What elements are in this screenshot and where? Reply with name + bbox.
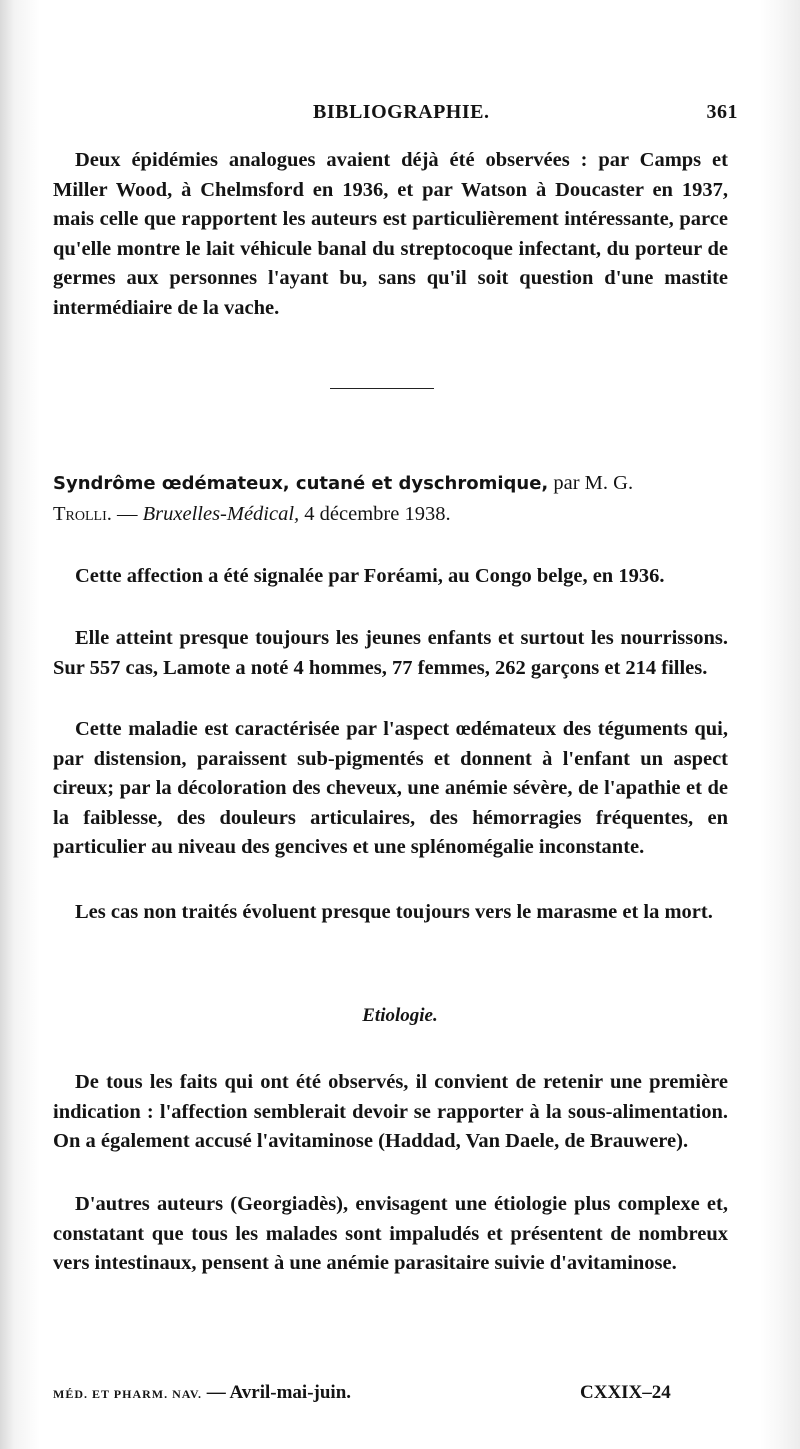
body-paragraph: Cette maladie est caractérisée par l'aspect œdémateux des téguments qui, par distension, paraissent sub-pigmentés et donnent à l'enfant un aspect cireux; par la décoloration des cheveux, une anémie sévère, de l'apathie et de la faiblesse, des douleurs articulaires, des hémorragies fréquentes, en particulier au niveau des gencives et une splénomégalie inconstante. bbox=[53, 718, 728, 858]
footer-dash: — bbox=[206, 1382, 226, 1403]
header-title: BIBLIOGRAPHIE. bbox=[313, 101, 490, 123]
entry-by: par M. G. bbox=[553, 472, 634, 494]
footer-signature: CXXIX–24 bbox=[580, 1382, 671, 1403]
footer-journal-abbrev: MÉD. ET PHARM. NAV. bbox=[53, 1387, 203, 1401]
page-footer bbox=[53, 1382, 728, 1412]
running-header bbox=[53, 101, 738, 129]
entry-title: Syndrôme œdémateux, cutané et dyschromique, bbox=[53, 473, 549, 494]
footer-issue: Avril-mai-juin. bbox=[229, 1382, 352, 1403]
body-paragraph: Cette affection a été signalée par Foréami, au Congo belge, en 1936. bbox=[75, 565, 665, 587]
page-number: 361 bbox=[706, 101, 738, 123]
bibliography-entry bbox=[53, 468, 728, 529]
etiology-paragraph: De tous les faits qui ont été observés, il convient de retenir une première indication : l'affection semblerait devoir se rapporter à la sous-alimentation. On a également accusé l'avitaminose (Haddad, Van Daele, de Brauwere). bbox=[53, 1071, 728, 1152]
entry-separator: — bbox=[117, 503, 138, 525]
intro-paragraph: Deux épidémies analogues avaient déjà été observées : par Camps et Miller Wood, à Chelmsford en 1936, et par Watson à Doucaster en 1937, mais celle que rapportent les auteurs est particulièrement intéressante, parce qu'elle montre le lait véhicule banal du streptocoque infectant, du porteur de germes aux personnes l'ayant bu, sans qu'il soit question d'une mastite intermédiaire de la vache. bbox=[53, 149, 728, 319]
entry-journal: Bruxelles-Médical, bbox=[142, 503, 300, 525]
footer-journal bbox=[53, 1382, 351, 1404]
entry-author: Trolli. bbox=[53, 503, 112, 525]
etiology-paragraph: D'autres auteurs (Georgiadès), envisagent une étiologie plus complexe et, constatant que tous les malades sont impaludés et présentent de nombreux vers intestinaux, pensent à une anémie parasitaire suivie d'avitaminose. bbox=[53, 1193, 728, 1274]
section-divider bbox=[330, 388, 434, 389]
body-paragraph: Les cas non traités évoluent presque toujours vers le marasme et la mort. bbox=[75, 901, 713, 923]
entry-date: 4 décembre 1938. bbox=[304, 503, 451, 525]
section-heading: Etiologie. bbox=[362, 1005, 438, 1026]
body-paragraph: Elle atteint presque toujours les jeunes enfants et surtout les nourrissons. Sur 557 cas, Lamote a noté 4 hommes, 77 femmes, 262 garçons et 214 filles. bbox=[53, 627, 728, 679]
